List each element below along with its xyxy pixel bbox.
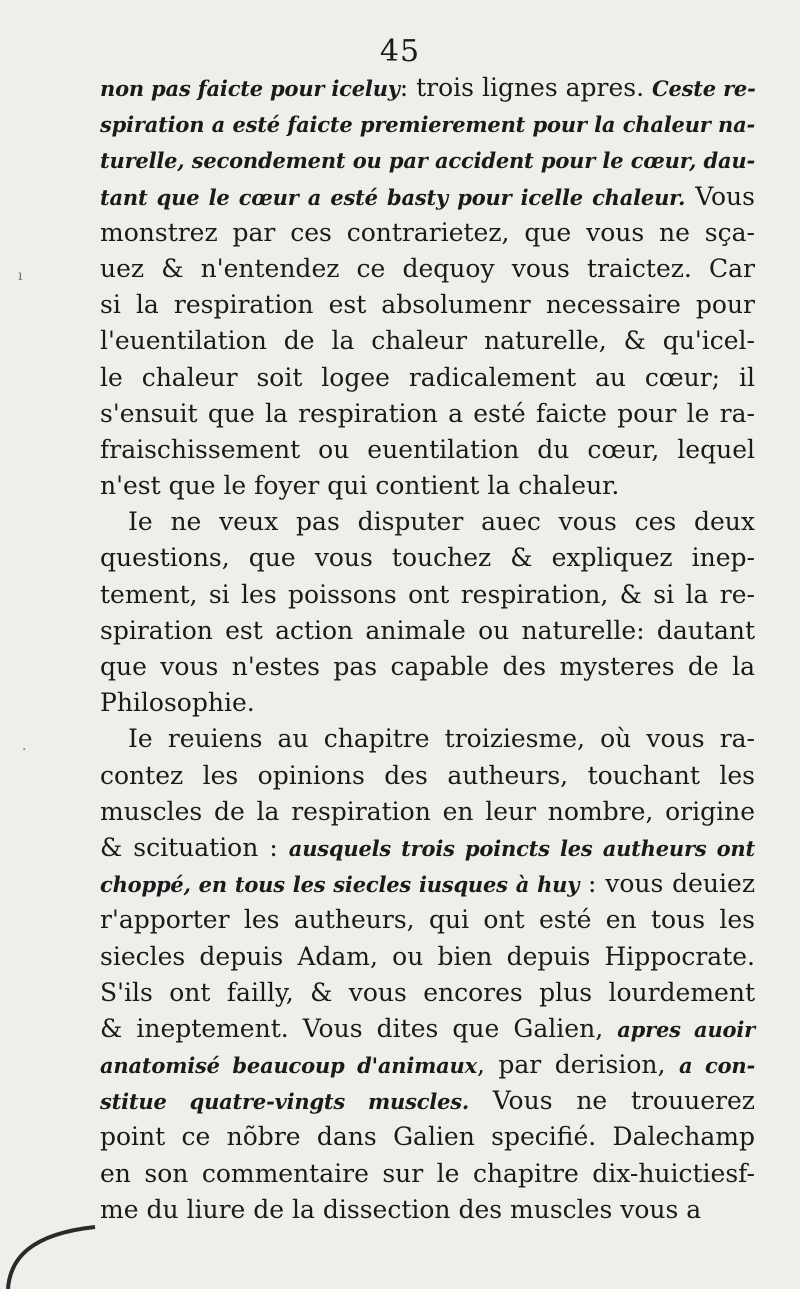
text-line xyxy=(100,1083,755,1119)
italic-run: non pas faicte pour iceluy xyxy=(100,76,400,101)
text-line xyxy=(100,360,755,396)
text-line xyxy=(100,323,755,359)
italic-run: tant que le cœur a esté basty pour icelle chaleur. xyxy=(100,184,686,210)
italic-run: Ceste re- xyxy=(652,76,756,101)
text-line xyxy=(100,287,755,323)
roman-run: siecles depuis Adam, ou bien depuis Hippocrate. xyxy=(100,941,755,971)
text-line xyxy=(100,1047,755,1083)
roman-run: , par derision, xyxy=(476,1050,679,1080)
roman-run: : trois lignes apres. xyxy=(399,73,652,102)
text-line xyxy=(100,1011,755,1047)
roman-run: & ineptement. Vous dites que Galien, xyxy=(100,1013,618,1043)
page-body-text xyxy=(100,70,755,1228)
roman-run: point ce nõbre dans Galien specifié. Dalechamp xyxy=(100,1122,755,1152)
binding-edge-shadow xyxy=(0,1179,110,1289)
roman-run: & scituation : xyxy=(100,832,289,862)
text-line xyxy=(100,179,755,215)
text-line xyxy=(100,649,755,685)
text-line xyxy=(100,721,755,757)
roman-run: Vous ne trouuerez xyxy=(468,1086,755,1116)
margin-mark: · xyxy=(22,742,27,758)
roman-run: tement, si les poissons ont respiration, & si la re- xyxy=(100,579,755,609)
text-line xyxy=(100,540,755,576)
text-line xyxy=(100,794,755,830)
text-line xyxy=(100,902,755,938)
italic-run: choppé, en tous les siecles iusques à huy xyxy=(100,872,580,898)
roman-run: n'est que le foyer qui contient la chaleur. xyxy=(100,471,620,501)
roman-run: si la respiration est absolumenr necessaire pour xyxy=(100,290,755,320)
text-line xyxy=(100,106,755,142)
text-line xyxy=(100,251,755,287)
roman-run: l'euentilation de la chaleur naturelle, & qu'icel- xyxy=(100,326,755,356)
margin-mark: ı xyxy=(18,268,23,284)
roman-run: que vous n'estes pas capable des mysteres de la xyxy=(100,652,755,681)
italic-run: anatomisé beaucoup d'animaux xyxy=(100,1053,477,1079)
roman-run: S'ils ont failly, & vous encores plus lourdement xyxy=(100,977,755,1007)
roman-run: r'apporter les autheurs, qui ont esté en tous les xyxy=(100,905,755,935)
roman-run: muscles de la respiration en leur nombre, origine xyxy=(100,796,755,826)
text-line xyxy=(100,1156,755,1192)
text-line xyxy=(100,70,755,106)
roman-run: contez les opinions des autheurs, touchant les xyxy=(100,760,755,790)
text-line xyxy=(100,830,755,866)
roman-run: fraischissement ou euentilation du cœur, lequel xyxy=(100,434,755,464)
text-line xyxy=(100,866,755,902)
roman-run: spiration est action animale ou naturelle: dautant xyxy=(100,615,755,645)
roman-run: en son commentaire sur le chapitre dix-huictiesf- xyxy=(100,1158,755,1188)
roman-run: questions, que vous touchez & expliquez inep- xyxy=(100,543,755,573)
roman-run: me du liure de la dissection des muscles vous a xyxy=(100,1194,702,1224)
roman-run: : vous deuiez xyxy=(579,869,755,899)
text-line xyxy=(100,685,755,721)
text-line xyxy=(100,215,755,251)
roman-run: uez & n'entendez ce dequoy vous traictez. Car xyxy=(100,253,755,283)
text-line xyxy=(100,758,755,794)
text-line xyxy=(100,1119,755,1155)
text-line xyxy=(100,1192,755,1228)
text-line xyxy=(100,396,755,432)
roman-run: Ie reuiens au chapitre troiziesme, où vous ra- xyxy=(128,724,755,754)
italic-run: apres auoir xyxy=(617,1016,755,1042)
italic-run: ausquels trois poincts les autheurs ont xyxy=(288,835,755,861)
text-line xyxy=(100,613,755,649)
roman-run: Vous xyxy=(685,181,755,211)
italic-run: a con- xyxy=(678,1053,755,1079)
italic-run: stitue quatre-vingts muscles. xyxy=(100,1089,469,1115)
text-line xyxy=(100,504,755,540)
text-line xyxy=(100,468,755,504)
text-line xyxy=(100,577,755,613)
roman-run: s'ensuit que la respiration a esté faicte pour le ra- xyxy=(100,398,755,428)
italic-run: spiration a esté faicte premierement pour la chaleur na- xyxy=(100,112,755,138)
italic-run: turelle, secondement ou par accident pour le cœur, dau- xyxy=(100,148,755,174)
text-line xyxy=(100,432,755,468)
text-line xyxy=(100,142,755,178)
roman-run: Philosophie. xyxy=(100,688,255,718)
text-line xyxy=(100,939,755,975)
text-line xyxy=(100,975,755,1011)
roman-run: le chaleur soit logee radicalement au cœur; il xyxy=(100,362,755,392)
roman-run: monstrez par ces contrarietez, que vous ne sça- xyxy=(100,217,755,247)
roman-run: Ie ne veux pas disputer auec vous ces deux xyxy=(128,507,755,537)
page-number: 45 xyxy=(379,34,421,69)
